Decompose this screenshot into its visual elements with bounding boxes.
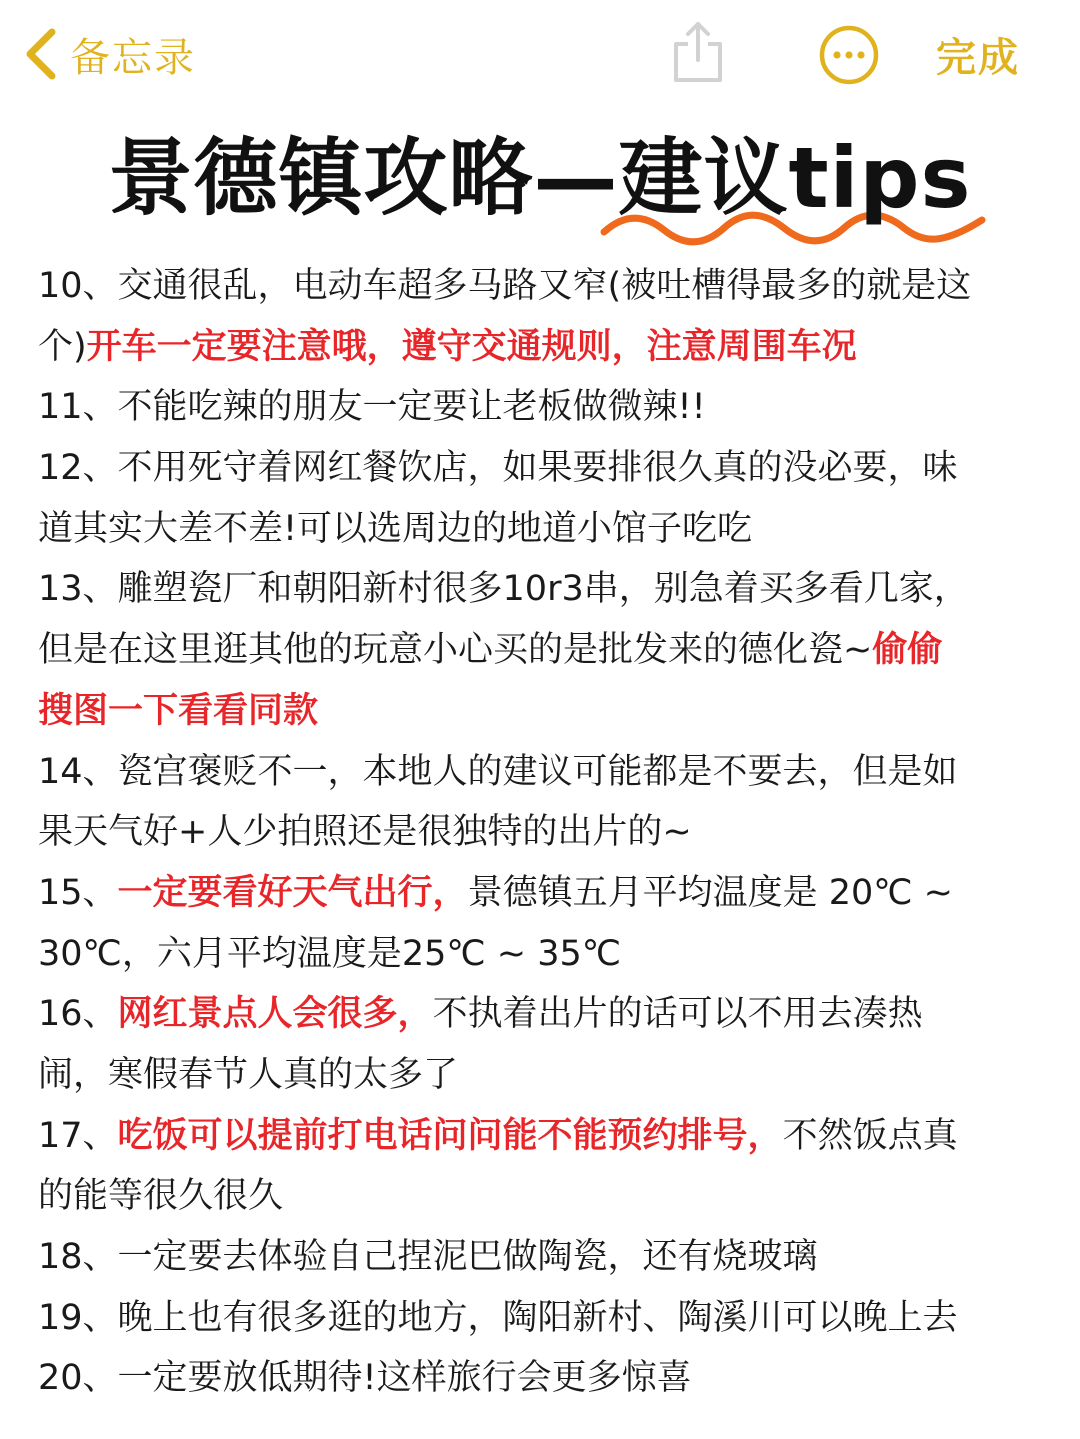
- note-line: [38, 559, 1048, 620]
- note-text: 15、: [38, 872, 118, 913]
- note-body: [38, 256, 1048, 1409]
- note-text: 闹，寒假春节人真的太多了: [38, 1054, 459, 1095]
- note-text: 12、不用死守着网红餐饮店，如果要排很久真的没必要，味: [38, 448, 958, 489]
- highlighted-text: 网红景点人会很多，: [117, 994, 433, 1035]
- note-text: 18、一定要去体验自己捏泥巴做陶瓷，还有烧玻璃: [38, 1237, 818, 1277]
- note-line: [38, 1166, 1048, 1227]
- note-text: 道其实大差不差!可以选周边的地道小馆子吃吃: [38, 508, 753, 549]
- note-line: [38, 377, 1048, 438]
- note-line: [38, 924, 1048, 985]
- note-line: [38, 317, 1048, 378]
- note-text: 景德镇五月平均温度是 20℃ ~: [467, 872, 953, 913]
- note-line: [38, 1288, 1048, 1349]
- note-line: [38, 1106, 1048, 1167]
- highlighted-text: 一定要看好天气出行，: [117, 872, 468, 913]
- note-text: 但是在这里逛其他的玩意小心买的是批发来的德化瓷~: [38, 630, 873, 671]
- navigation-bar: [0, 0, 1080, 110]
- note-text: 14、瓷宫褒贬不一，本地人的建议可能都是不要去，但是如: [38, 751, 958, 792]
- note-text: 19、晚上也有很多逛的地方，陶阳新村、陶溪川可以晚上去: [38, 1297, 958, 1338]
- title-area: [0, 128, 1080, 248]
- note-text: 10、交通很乱，电动车超多马路又窄(被吐槽得最多的就是这: [38, 266, 972, 306]
- note-text: 的能等很久很久: [38, 1176, 284, 1217]
- done-button[interactable]: 完成: [936, 35, 1020, 81]
- note-line: [38, 1045, 1048, 1106]
- back-button[interactable]: [22, 22, 196, 86]
- note-line: [38, 499, 1048, 560]
- note-line: [38, 984, 1048, 1045]
- note-line: [38, 438, 1048, 499]
- highlighted-text: 吃饭可以提前打电话问问能不能预约排号，: [117, 1115, 783, 1156]
- note-text: 30℃，六月平均温度是25℃ ~ 35℃: [38, 933, 622, 974]
- highlighted-text: 搜图一下看看同款: [38, 690, 319, 731]
- note-line: [38, 620, 1048, 681]
- note-line: [38, 802, 1048, 863]
- note-line: [38, 256, 1048, 317]
- note-text: 20、一定要放低期待!这样旅行会更多惊喜: [38, 1358, 692, 1399]
- highlighted-text: 开车一定要注意哦，遵守交通规则，注意周围车况: [86, 326, 857, 367]
- note-line: [38, 1348, 1048, 1409]
- more-button[interactable]: [818, 24, 880, 86]
- note-line: [38, 863, 1048, 924]
- page-title: 景德镇攻略—建议tips: [108, 129, 972, 227]
- chevron-left-icon: [22, 26, 58, 82]
- note-text: 不执着出片的话可以不用去凑热: [432, 994, 923, 1035]
- share-button[interactable]: [668, 18, 728, 86]
- note-line: [38, 742, 1048, 803]
- note-text: 果天气好+人少拍照还是很独特的出片的~: [38, 812, 692, 853]
- note-text: 16、: [38, 994, 118, 1035]
- back-label: 备忘录: [70, 34, 196, 81]
- note-text: 13、雕塑瓷厂和朝阳新村很多10r3串，别急着买多看几家，: [38, 569, 969, 610]
- note-text: 不然饭点真: [782, 1115, 958, 1156]
- note-line: [38, 1227, 1048, 1288]
- note-text: 11、不能吃辣的朋友一定要让老板做微辣!!: [38, 387, 706, 428]
- note-text: 个): [38, 326, 87, 367]
- more-icon: [818, 24, 880, 86]
- highlighted-text: 偷偷: [872, 630, 943, 671]
- note-line: [38, 681, 1048, 742]
- note-text: 17、: [38, 1115, 118, 1156]
- share-icon: [668, 18, 728, 86]
